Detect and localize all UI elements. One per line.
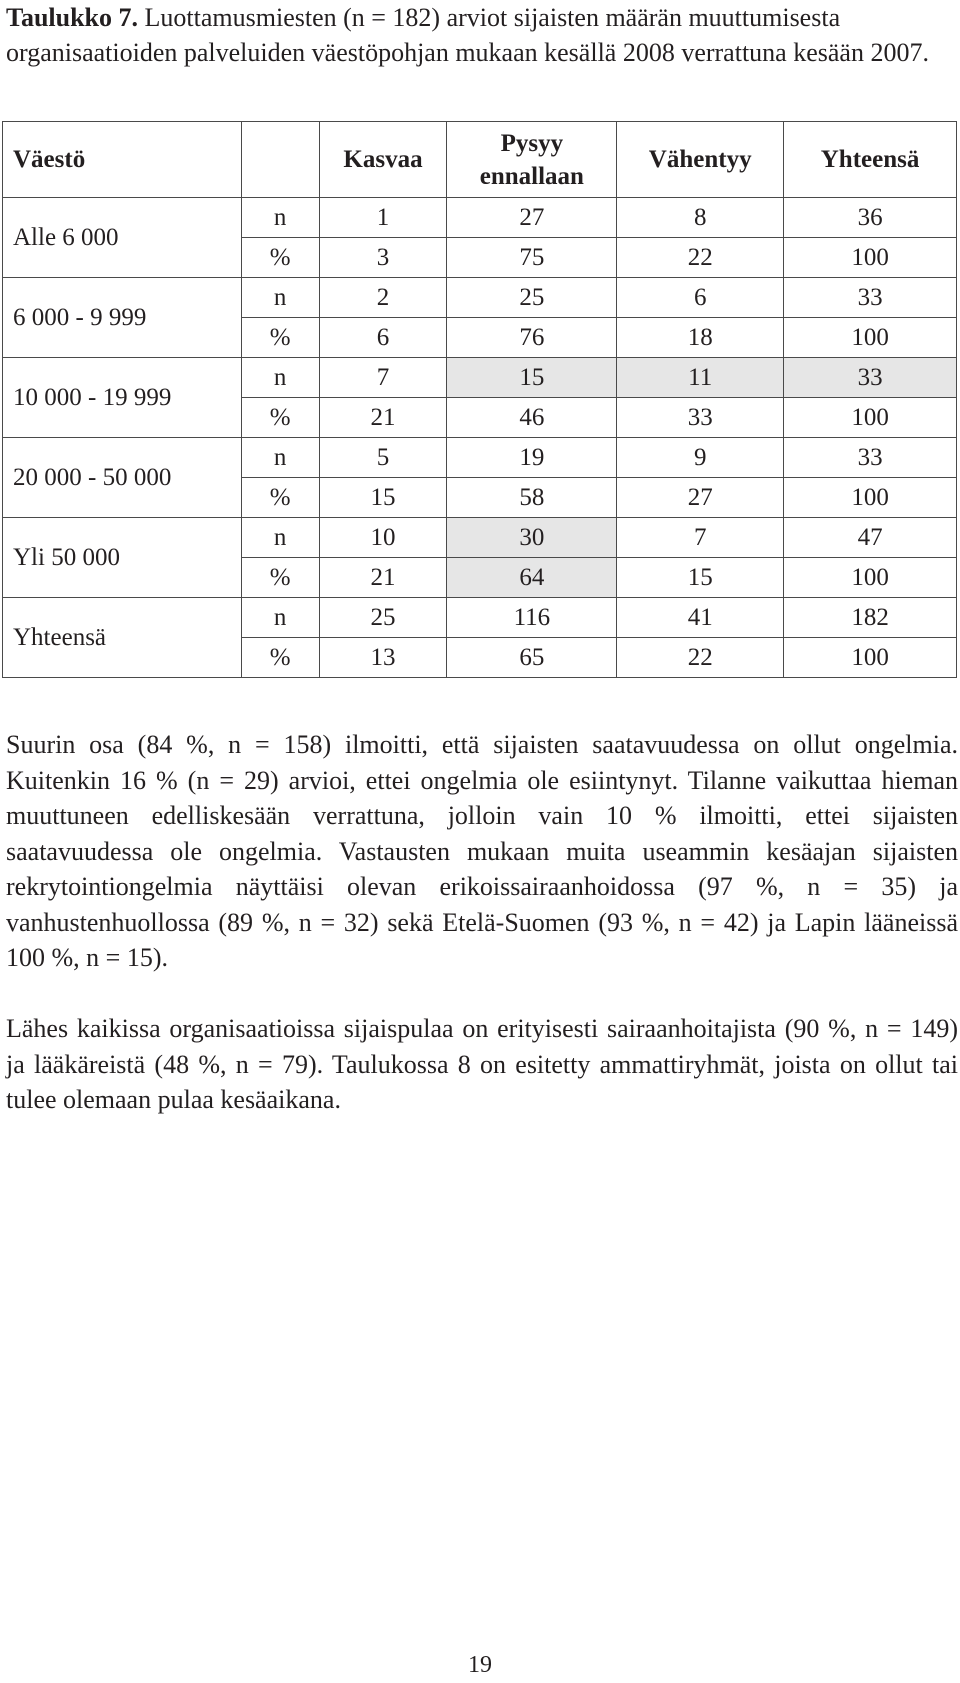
table-cell: 19 bbox=[447, 438, 617, 478]
table-cell: 33 bbox=[784, 278, 957, 318]
header-stays-same bbox=[447, 122, 617, 198]
table-cell: 21 bbox=[319, 558, 447, 598]
row-type-cell: n bbox=[241, 198, 319, 238]
table-row bbox=[3, 198, 957, 238]
table-cell: 182 bbox=[784, 598, 957, 638]
table-cell: 27 bbox=[617, 478, 784, 518]
row-type-cell: % bbox=[241, 318, 319, 358]
table-cell: 75 bbox=[447, 238, 617, 278]
table-cell: 2 bbox=[319, 278, 447, 318]
table-cell: 47 bbox=[784, 518, 957, 558]
population-group-label: Yhteensä bbox=[3, 598, 242, 678]
table-cell: 100 bbox=[784, 398, 957, 438]
table-header-row bbox=[3, 122, 957, 198]
header-stays-line2: ennallaan bbox=[479, 162, 584, 190]
table-cell: 100 bbox=[784, 478, 957, 518]
table-cell: 65 bbox=[447, 638, 617, 678]
table-cell: 3 bbox=[319, 238, 447, 278]
table-cell: 100 bbox=[784, 558, 957, 598]
table-cell: 22 bbox=[617, 238, 784, 278]
row-type-cell: % bbox=[241, 238, 319, 278]
population-group-label: 6 000 - 9 999 bbox=[3, 278, 242, 358]
table-cell: 10 bbox=[319, 518, 447, 558]
header-decreases: Vähentyy bbox=[617, 122, 784, 198]
table-cell: 100 bbox=[784, 638, 957, 678]
table-cell: 15 bbox=[319, 478, 447, 518]
table-cell: 6 bbox=[319, 318, 447, 358]
header-total: Yhteensä bbox=[784, 122, 957, 198]
table-cell: 25 bbox=[447, 278, 617, 318]
table-cell: 7 bbox=[617, 518, 784, 558]
table-cell: 30 bbox=[447, 518, 617, 558]
table-caption bbox=[6, 0, 956, 70]
table-cell: 64 bbox=[447, 558, 617, 598]
table-caption-text: Luottamusmiesten (n = 182) arviot sijaisten määrän muuttumisesta organisaatioiden palveluiden väestöpohjan mukaan kesällä 2008 verrattuna kesään 2007. bbox=[6, 3, 929, 67]
population-group-label: Alle 6 000 bbox=[3, 198, 242, 278]
table-cell: 1 bbox=[319, 198, 447, 238]
page-number: 19 bbox=[468, 1652, 492, 1678]
table-cell: 33 bbox=[784, 438, 957, 478]
row-type-cell: % bbox=[241, 398, 319, 438]
row-type-cell: n bbox=[241, 518, 319, 558]
row-type-cell: n bbox=[241, 278, 319, 318]
table-cell: 13 bbox=[319, 638, 447, 678]
table-cell: 33 bbox=[784, 358, 957, 398]
table-cell: 6 bbox=[617, 278, 784, 318]
header-population: Väestö bbox=[3, 122, 242, 198]
row-type-cell: % bbox=[241, 638, 319, 678]
header-stays-line1: Pysyy bbox=[500, 129, 564, 157]
table-row bbox=[3, 278, 957, 318]
population-group-label: 10 000 - 19 999 bbox=[3, 358, 242, 438]
table-cell: 46 bbox=[447, 398, 617, 438]
table-cell: 100 bbox=[784, 318, 957, 358]
header-empty bbox=[241, 122, 319, 198]
row-type-cell: % bbox=[241, 558, 319, 598]
table-row bbox=[3, 598, 957, 638]
table-row bbox=[3, 518, 957, 558]
table-cell: 8 bbox=[617, 198, 784, 238]
paragraph-1: Suurin osa (84 %, n = 158) ilmoitti, että sijaisten saatavuudessa on ollut ongelmia. Kuitenkin 16 % (n = 29) arvioi, ettei ongelmia ole esiintynyt. Tilanne vaikuttaa hieman muuttuneen edelliskesään verrattuna, jolloin vain 10 % ilmoitti, ettei sijaisten saatavuudessa ole ongelmia. Vastausten mukaan muita useammin kesäajan sijaisten rekrytointiongelmia näyttäisi olevan erikoissairaanhoidossa (97 %, n = 35) ja vanhustenhuollossa (89 %, n = 32) sekä Etelä-Suomen (93 %, n = 42) ja Lapin lääneissä 100 %, n = 15). bbox=[6, 730, 958, 972]
table-cell: 27 bbox=[447, 198, 617, 238]
row-type-cell: n bbox=[241, 438, 319, 478]
table-cell: 15 bbox=[447, 358, 617, 398]
table-cell: 15 bbox=[617, 558, 784, 598]
row-type-cell: % bbox=[241, 478, 319, 518]
table-cell: 25 bbox=[319, 598, 447, 638]
table-cell: 41 bbox=[617, 598, 784, 638]
population-group-label: Yli 50 000 bbox=[3, 518, 242, 598]
table-cell: 5 bbox=[319, 438, 447, 478]
table-cell: 36 bbox=[784, 198, 957, 238]
substitutes-table bbox=[2, 121, 957, 678]
header-increases: Kasvaa bbox=[319, 122, 447, 198]
table-cell: 116 bbox=[447, 598, 617, 638]
table-cell: 18 bbox=[617, 318, 784, 358]
table-cell: 21 bbox=[319, 398, 447, 438]
table-cell: 33 bbox=[617, 398, 784, 438]
row-type-cell: n bbox=[241, 358, 319, 398]
table-cell: 58 bbox=[447, 478, 617, 518]
table-cell: 11 bbox=[617, 358, 784, 398]
table-cell: 76 bbox=[447, 318, 617, 358]
table-cell: 22 bbox=[617, 638, 784, 678]
table-caption-label: Taulukko 7. bbox=[6, 3, 139, 32]
table-cell: 7 bbox=[319, 358, 447, 398]
table-cell: 9 bbox=[617, 438, 784, 478]
table-row bbox=[3, 358, 957, 398]
table-cell: 100 bbox=[784, 238, 957, 278]
table-row bbox=[3, 438, 957, 478]
population-group-label: 20 000 - 50 000 bbox=[3, 438, 242, 518]
paragraph-2: Lähes kaikissa organisaatioissa sijaispulaa on erityisesti sairaanhoitajista (90 %, n = 149) ja lääkäreistä (48 %, n = 79). Taulukossa 8 on esitetty ammattiryhmät, joista on ollut tai tulee olemaan pulaa kesäaikana. bbox=[6, 1014, 958, 1114]
row-type-cell: n bbox=[241, 598, 319, 638]
